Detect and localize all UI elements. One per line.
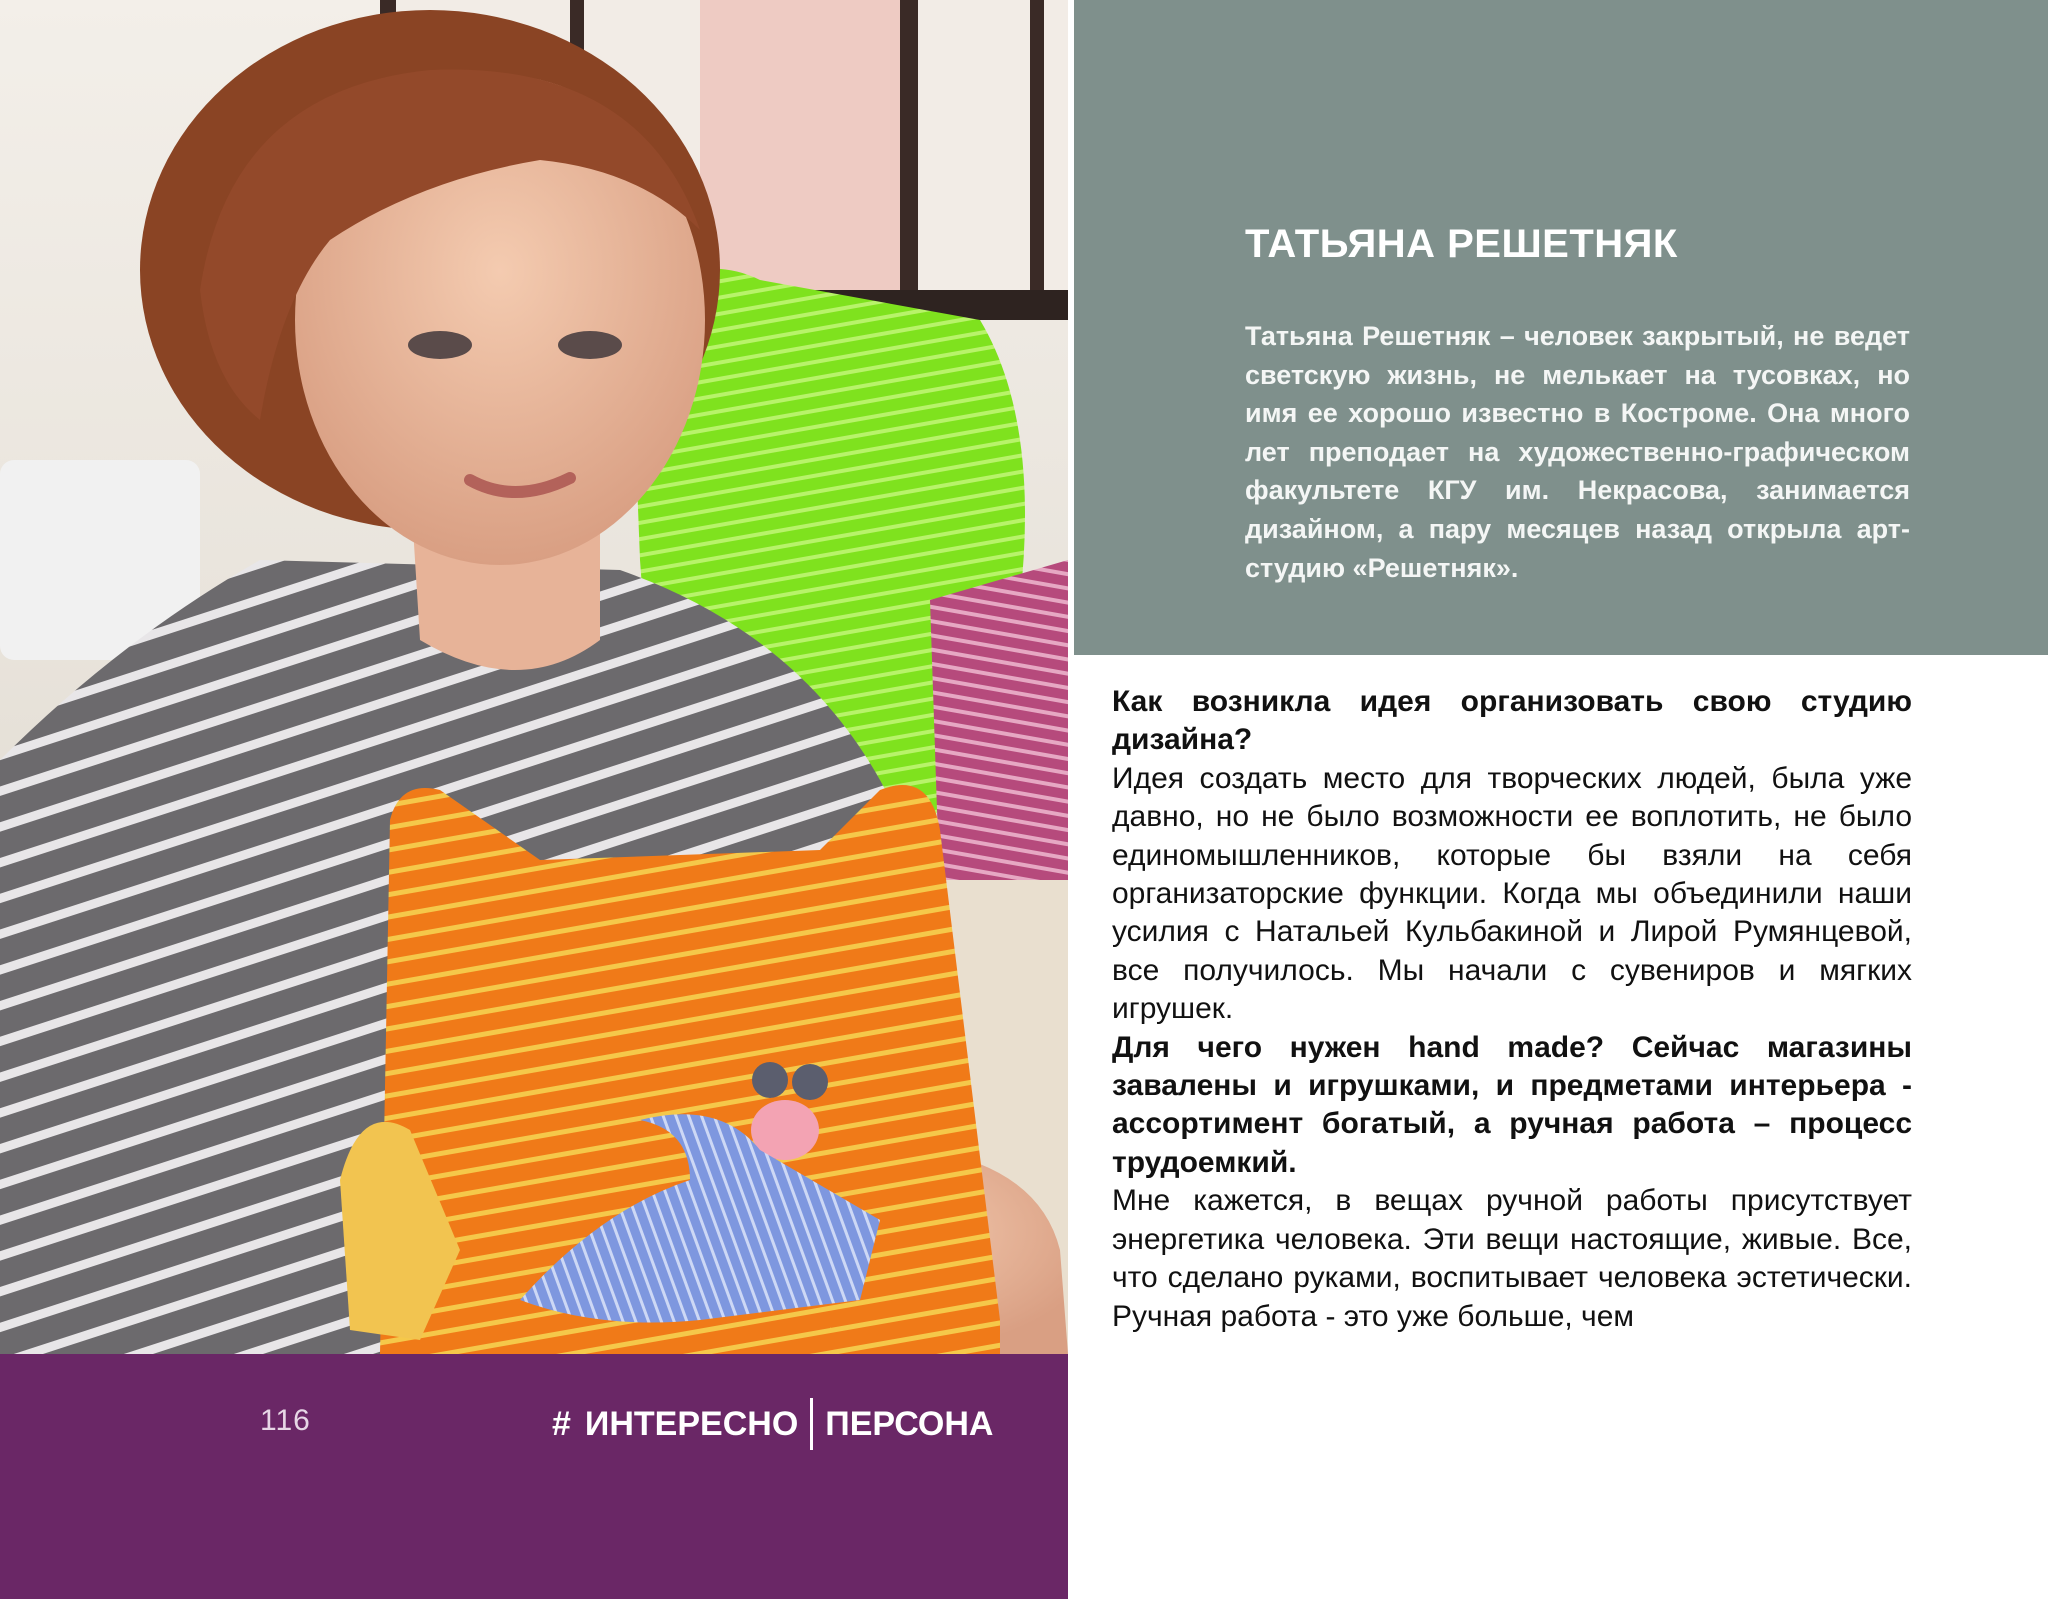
pink-toy — [930, 560, 1068, 920]
question-2: Для чего нужен hand made? Сейчас магазины завалены и игрушками, и предметами интерьера - ассортимент богатый, а ручная работа – процесс трудоемкий. — [1112, 1030, 1912, 1179]
section-divider — [810, 1398, 813, 1450]
hash-symbol: # — [552, 1404, 571, 1443]
question-1: Как возникла идея организовать свою студию дизайна? — [1112, 685, 1912, 757]
answer-1: Идея создать место для творческих людей, была уже давно, но не было возможности ее воплотить, не было единомышленников, которые бы взяли на себя организаторские функции. Когда мы объединили наши усилия с Натальей Кульбакиной и Лирой Румянцевой, все получилось. Мы начали с сувениров и мягких игрушек. — [1112, 761, 1912, 1026]
person-name-heading: ТАТЬЯНА РЕШЕТНЯК — [1245, 222, 1678, 266]
page-number: 116 — [260, 1404, 311, 1437]
section-name: ИНТЕРЕСНО — [584, 1404, 799, 1443]
intro-paragraph: Татьяна Решетняк – человек закрытый, не ведет светскую жизнь, не мелькает на тусовках, но имя ее хорошо известно в Костроме. Она много лет преподает на художественно-графическом факультете КГУ им. Некрасова, занимается дизайном, а пару месяцев назад открыла арт- студию «Решетняк». — [1245, 321, 1910, 583]
portrait-illustration — [0, 0, 1068, 1354]
section-label — [552, 1398, 994, 1450]
subsection-name: ПЕРСОНА — [825, 1404, 994, 1443]
footer-band — [0, 1354, 1068, 1599]
interview-article — [1112, 683, 1912, 1336]
portrait-photo — [0, 0, 1068, 1354]
answer-2: Мне кажется, в вещах ручной работы присутствует энергетика человека. Эти вещи настоящие, живые. Все, что сделано руками, воспитывает человека эстетически. Ручная работа - это уже больше, чем — [1112, 1184, 1912, 1333]
